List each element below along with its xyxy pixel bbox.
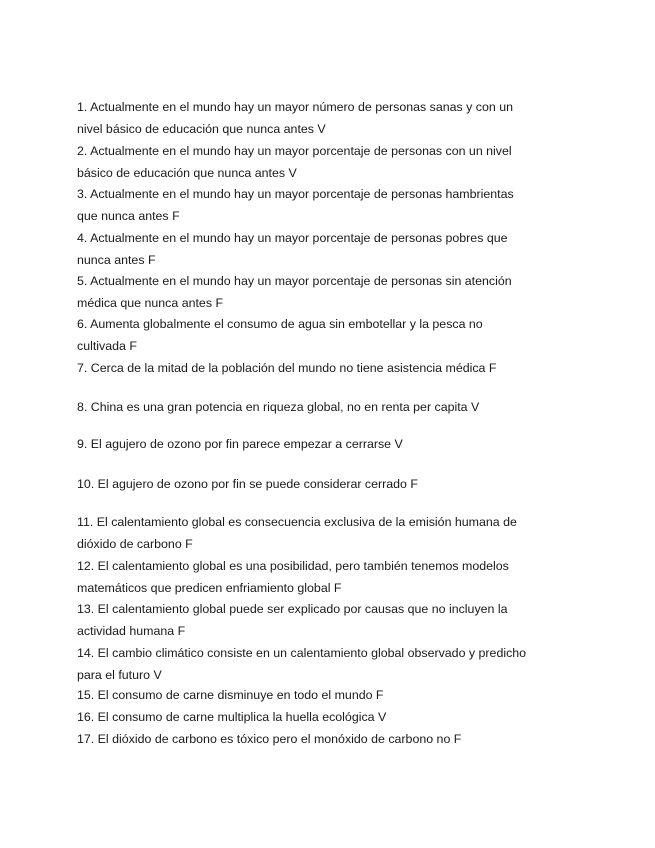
list-item: [77, 434, 577, 456]
list-item: [77, 184, 577, 227]
list-item: [77, 556, 577, 599]
list-item: [77, 643, 577, 686]
list-item-line: 7. Cerca de la mitad de la población del mundo no tiene asistencia médica F: [77, 361, 497, 375]
list-item: [77, 97, 577, 140]
list-item: [77, 358, 577, 380]
list-item-line: 5. Actualmente en el mundo hay un mayor porcentaje de personas sin atención: [77, 274, 512, 288]
list-item-line: 13. El calentamiento global puede ser explicado por causas que no incluyen la: [77, 602, 508, 616]
list-item-line: 9. El agujero de ozono por fin parece empezar a cerrarse V: [77, 437, 403, 451]
list-item: [77, 397, 577, 419]
list-item-line: médica que nunca antes F: [77, 295, 224, 310]
list-item: [77, 512, 577, 555]
list-item-line: 14. El cambio climático consiste en un calentamiento global observado y predicho: [77, 646, 527, 660]
list-item-line: cultivada F: [77, 338, 137, 353]
list-item: [77, 271, 577, 314]
list-item: [77, 729, 577, 751]
list-item-line: 16. El consumo de carne multiplica la huella ecológica V: [77, 710, 387, 724]
list-item: [77, 141, 577, 184]
list-item: [77, 685, 577, 707]
list-item-line: nivel básico de educación que nunca antes V: [77, 121, 326, 136]
list-item-line: para el futuro V: [77, 667, 162, 682]
list-item: [77, 314, 577, 357]
list-item-line: 4. Actualmente en el mundo hay un mayor porcentaje de personas pobres que: [77, 231, 508, 245]
list-item-line: que nunca antes F: [77, 208, 180, 223]
list-item-line: 12. El calentamiento global es una posibilidad, pero también tenemos modelos: [77, 559, 509, 573]
list-item: [77, 228, 577, 271]
list-item-line: nunca antes F: [77, 252, 156, 267]
list-item: [77, 474, 577, 496]
list-item-line: 17. El dióxido de carbono es tóxico pero el monóxido de carbono no F: [77, 732, 462, 746]
list-item-line: 11. El calentamiento global es consecuencia exclusiva de la emisión humana de: [77, 515, 517, 529]
list-item-line: 10. El agujero de ozono por fin se puede considerar cerrado F: [77, 477, 418, 491]
list-item-line: 8. China es una gran potencia en riqueza global, no en renta per capita V: [77, 400, 480, 414]
list-item-line: 3. Actualmente en el mundo hay un mayor porcentaje de personas hambrientas: [77, 187, 514, 201]
list-item-line: 6. Aumenta globalmente el consumo de agua sin embotellar y la pesca no: [77, 317, 483, 331]
list-item-line: actividad humana F: [77, 623, 186, 638]
list-item-line: matemáticos que predicen enfriamiento global F: [77, 580, 342, 595]
list-item-line: 2. Actualmente en el mundo hay un mayor porcentaje de personas con un nivel: [77, 144, 512, 158]
list-item-line: básico de educación que nunca antes V: [77, 165, 297, 180]
list-item: [77, 707, 577, 729]
list-item-line: dióxido de carbono F: [77, 536, 193, 551]
list-item: [77, 599, 577, 642]
list-item-line: 15. El consumo de carne disminuye en todo el mundo F: [77, 688, 384, 702]
list-item-line: 1. Actualmente en el mundo hay un mayor número de personas sanas y con un: [77, 100, 514, 114]
